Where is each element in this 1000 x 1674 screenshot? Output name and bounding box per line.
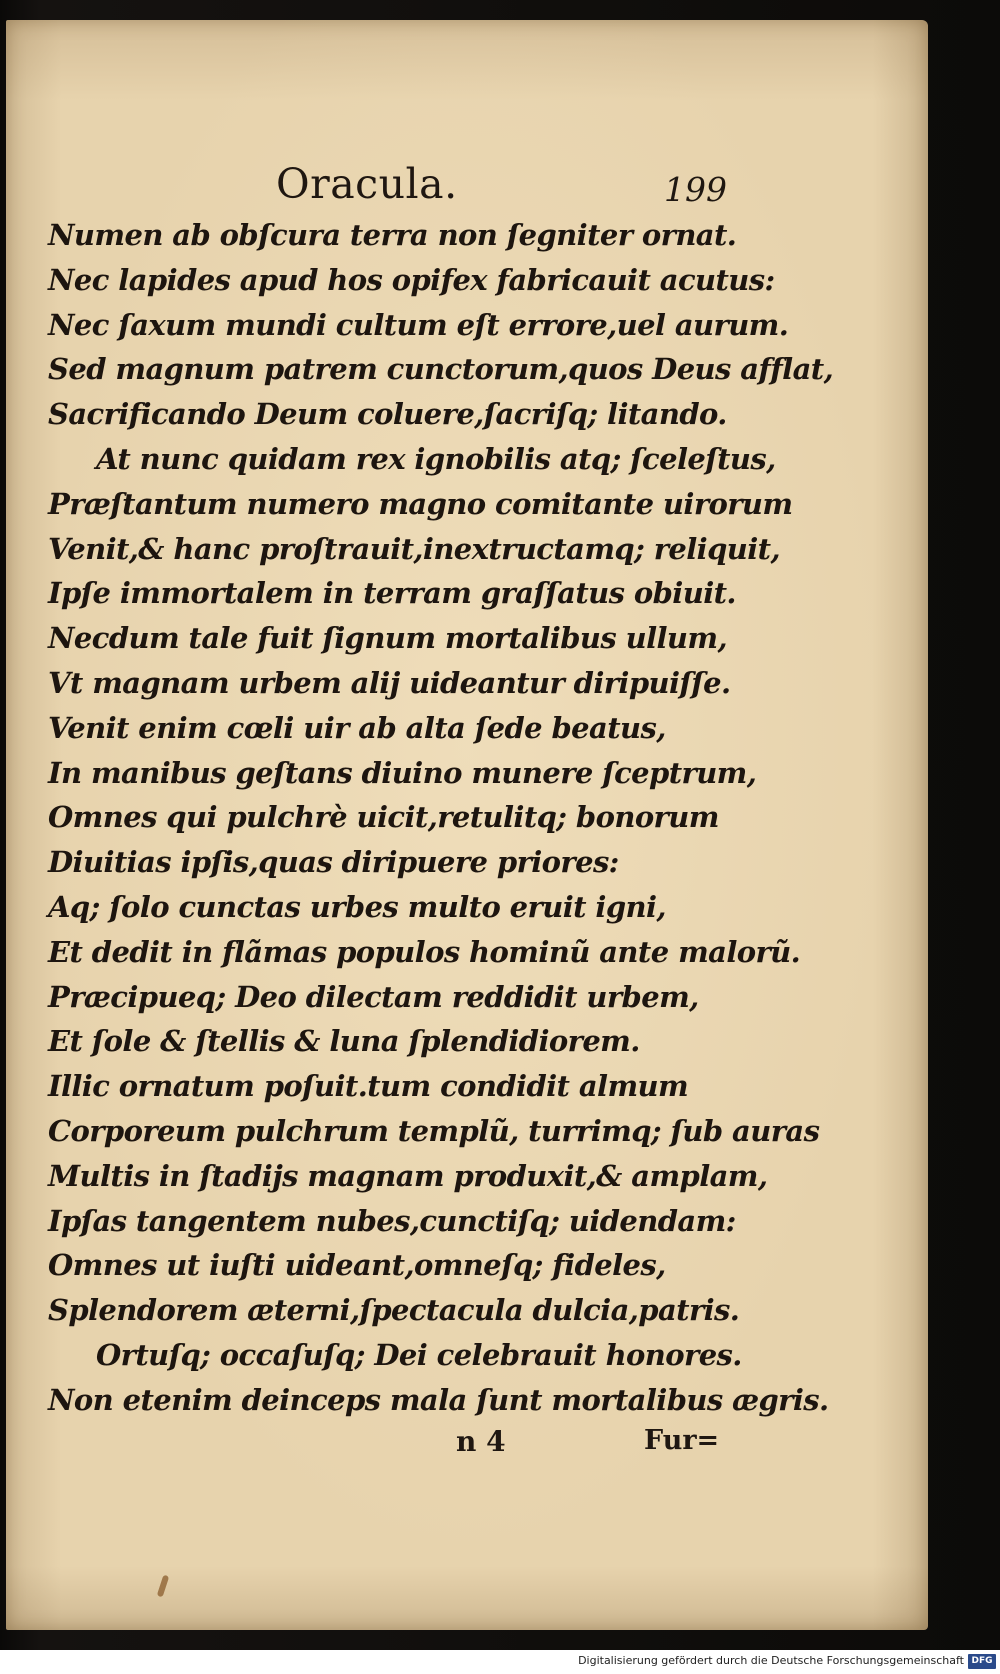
verse-line: Multis in ſtadijs magnam produxit,& amplam, (48, 1158, 768, 1193)
dfg-logo: DFG (968, 1654, 996, 1669)
verse-line: Aq; ſolo cunctas urbes multo eruit igni, (48, 889, 666, 924)
verse-line: Nec ſaxum mundi cultum eſt errore,uel aurum. (48, 307, 789, 342)
verse-line: Et dedit in flãmas populos hominũ ante malorũ. (48, 934, 801, 969)
verse-line: Et ſole & ſtellis & luna ſplendidiorem. (48, 1024, 640, 1059)
verse-line: Corporeum pulchrum templũ, turrimq; ſub auras (48, 1113, 820, 1148)
verse-line: Nec lapides apud hos opifex fabricauit acutus: (48, 262, 775, 297)
signature-mark: n 4 (456, 1425, 506, 1458)
verse-line: Præcipueq; Deo dilectam reddidit urbem, (48, 979, 699, 1014)
digitization-footer (0, 1650, 1000, 1674)
ink-stain (157, 1575, 170, 1598)
verse-line: Omnes qui pulchrè uicit,retulitq; bonorum (48, 800, 719, 835)
verse-line: Numen ab obſcura terra non ſegniter ornat. (48, 218, 737, 252)
verse-line: Venit,& hanc proſtrauit,inextructamq; reliquit, (48, 531, 780, 566)
verse-line: Vt magnam urbem alij uideantur diripuiſſe. (48, 665, 731, 700)
running-title: Oracula. (276, 160, 458, 208)
verse-line: Illic ornatum poſuit.tum condidit almum (48, 1069, 689, 1104)
verse-line: Non etenim deinceps mala ſunt mortalibus ægris. (48, 1382, 829, 1417)
verse-line: Necdum tale fuit ſignum mortalibus ullum, (48, 621, 727, 656)
verse-line: At nunc quidam rex ignobilis atq; ſceleſtus, (96, 441, 776, 476)
verse-line: Splendorem æterni,ſpectacula dulcia,patris. (48, 1293, 740, 1328)
verse-line: Præſtantum numero magno comitante uirorum (48, 486, 793, 521)
verse-line: Diuitias ipſis,quas diripuere priores: (48, 845, 619, 880)
verse-line: Ipſas tangentem nubes,cunctiſq; uidendam: (48, 1203, 736, 1238)
verse-line: Ortuſq; occaſuſq; Dei celebrauit honores. (96, 1337, 742, 1372)
verse-line: Ipſe immortalem in terram graſſatus obiuit. (48, 576, 736, 611)
book-page (6, 20, 928, 1630)
catchword: Fur= (644, 1425, 720, 1456)
funding-credit: Digitalisierung gefördert durch die Deutsche Forschungsgemeinschaft (578, 1654, 964, 1667)
verse-line: Sed magnum patrem cunctorum,quos Deus afflat, (48, 352, 834, 387)
verse-line: In manibus geſtans diuino munere ſceptrum, (48, 755, 757, 790)
verse-text (48, 213, 834, 1423)
verse-line: Sacrificando Deum coluere,ſacriſq; litando. (48, 397, 727, 432)
verse-line: Omnes ut iuſti uideant,omneſq; fideles, (48, 1248, 666, 1283)
page-number: 199 (664, 170, 727, 209)
verse-line: Venit enim cœli uir ab alta ſede beatus, (48, 710, 666, 745)
